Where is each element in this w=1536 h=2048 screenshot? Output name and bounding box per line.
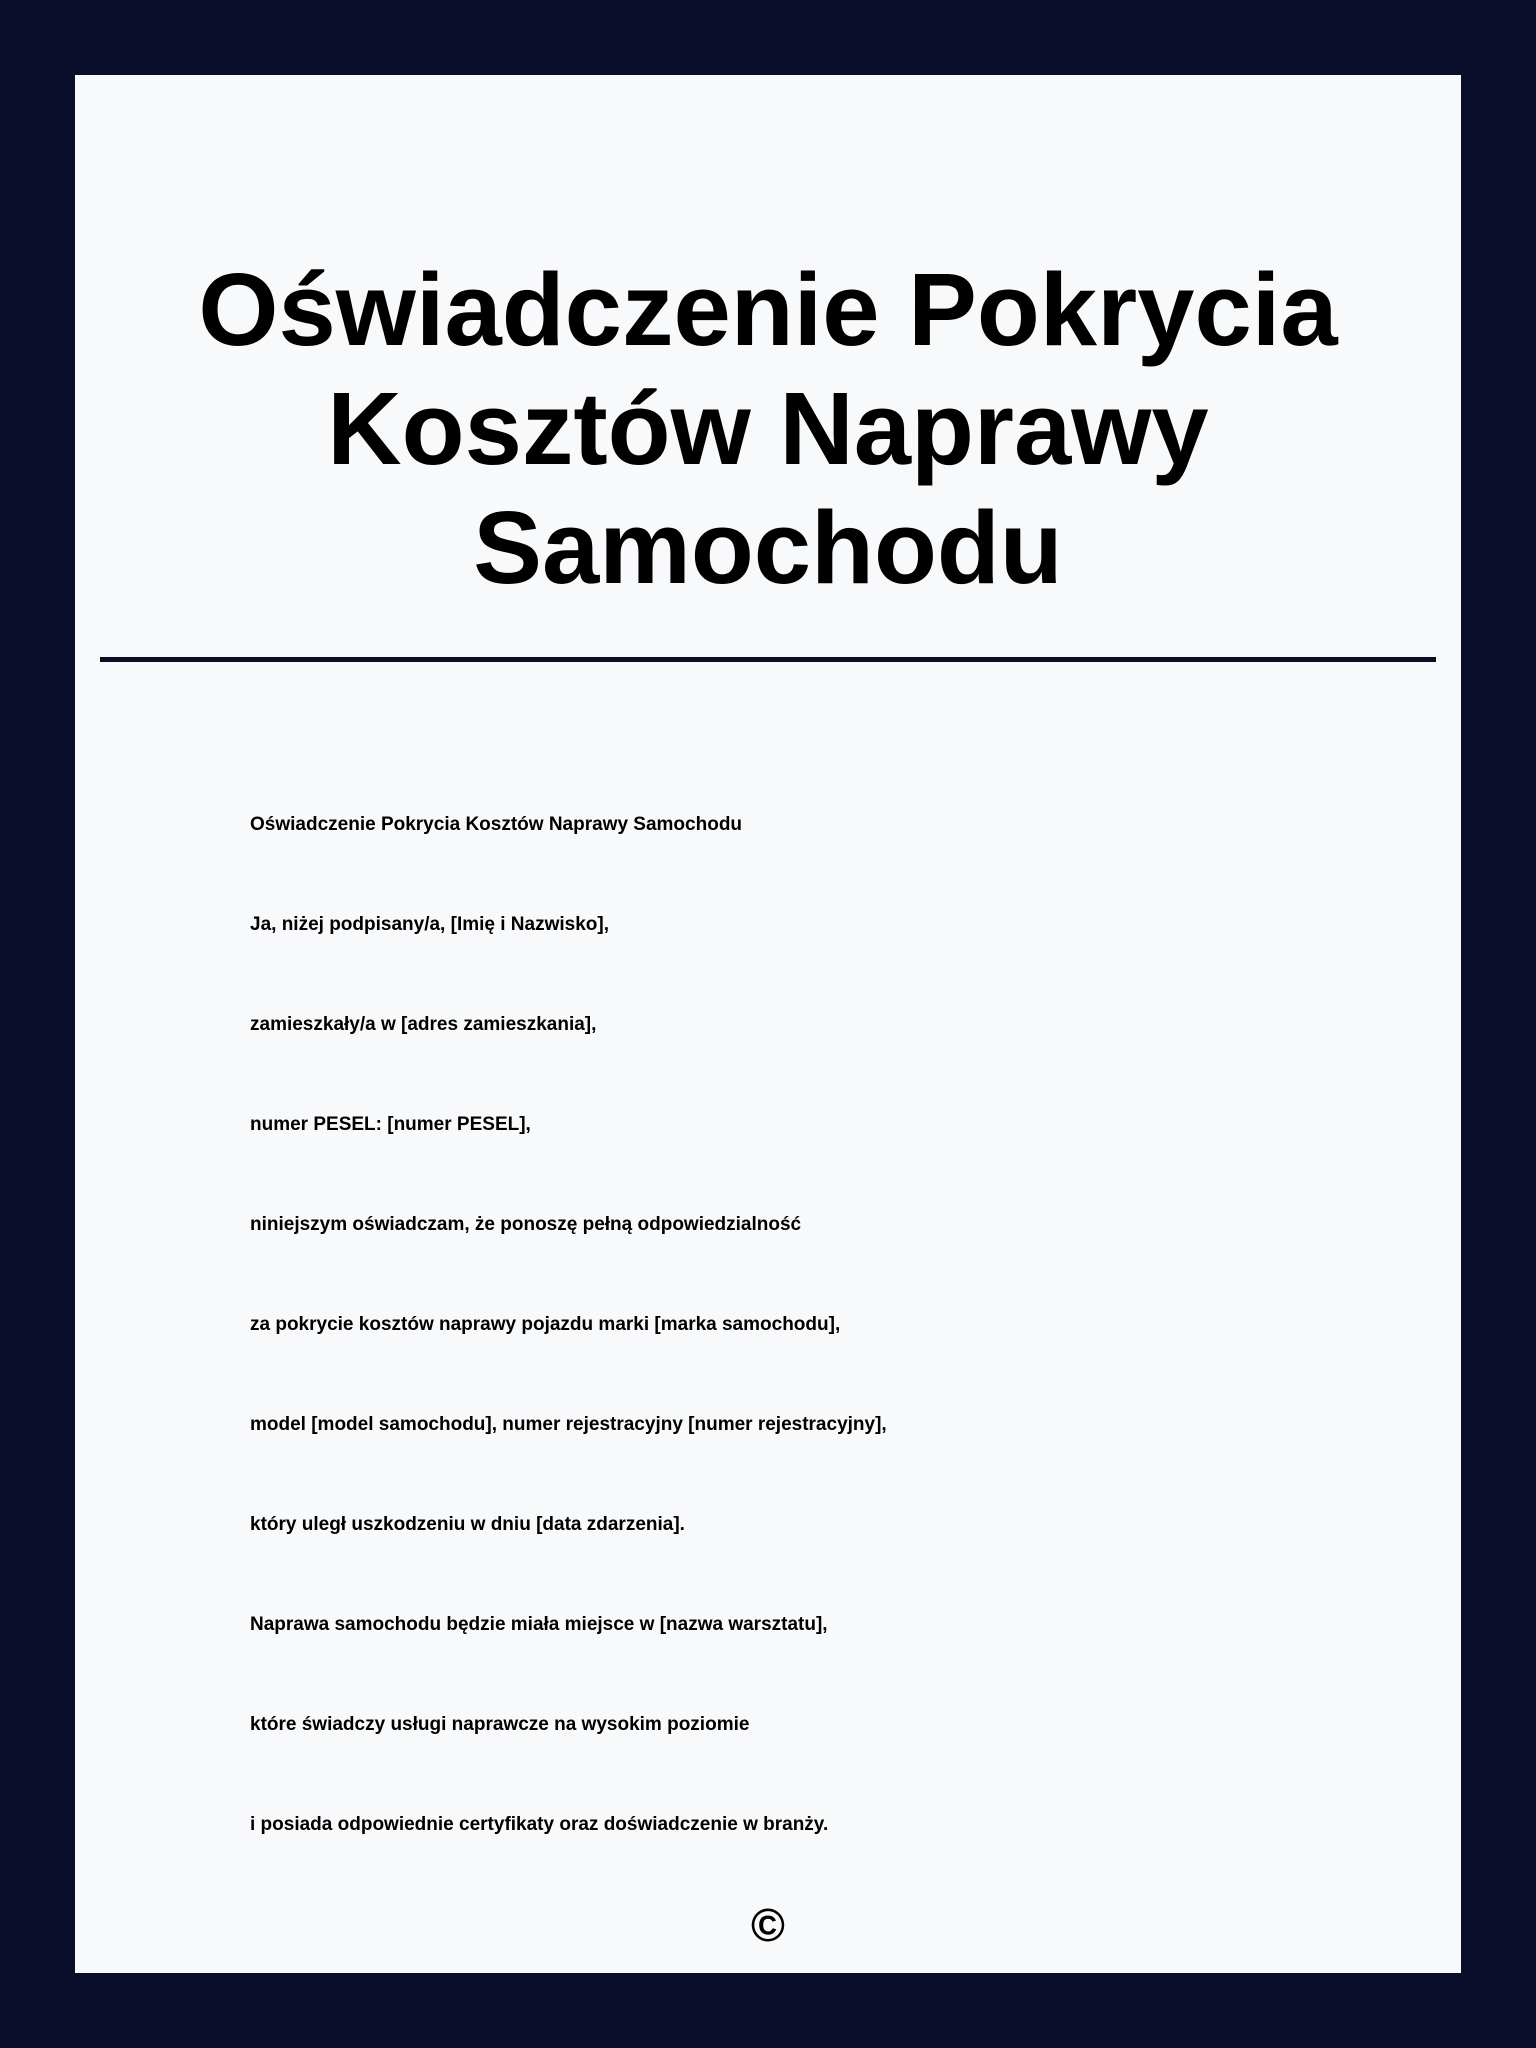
body-heading: Oświadczenie Pokrycia Kosztów Naprawy Samochodu: [250, 814, 743, 835]
body-line: numer PESEL: [numer PESEL],: [250, 1114, 531, 1135]
body-line: Ja, niżej podpisany/a, [Imię i Nazwisko],: [250, 914, 609, 935]
body-line: model [model samochodu], numer rejestracyjny [numer rejestracyjny],: [250, 1414, 887, 1435]
copyright-icon: ©: [751, 1899, 785, 1951]
title-divider: [100, 657, 1436, 662]
body-line: zamieszkały/a w [adres zamieszkania],: [250, 1014, 597, 1035]
body-line: niniejszym oświadczam, że ponoszę pełną odpowiedzialność: [250, 1214, 802, 1235]
document-page: [75, 75, 1461, 1973]
document-body: [250, 775, 1300, 1875]
document-title: [75, 250, 1461, 607]
body-line: które świadczy usługi naprawcze na wysokim poziomie: [250, 1714, 750, 1735]
title-line-3: Samochodu: [473, 490, 1063, 605]
body-line: który uległ uszkodzeniu w dniu [data zdarzenia].: [250, 1514, 685, 1535]
title-line-1: Oświadczenie Pokrycia: [198, 252, 1338, 367]
body-line: za pokrycie kosztów naprawy pojazdu marki [marka samochodu],: [250, 1314, 841, 1335]
body-line: Naprawa samochodu będzie miała miejsce w [nazwa warsztatu],: [250, 1614, 828, 1635]
title-line-2: Kosztów Naprawy: [327, 371, 1209, 486]
body-line: i posiada odpowiednie certyfikaty oraz doświadczenie w branży.: [250, 1814, 829, 1835]
